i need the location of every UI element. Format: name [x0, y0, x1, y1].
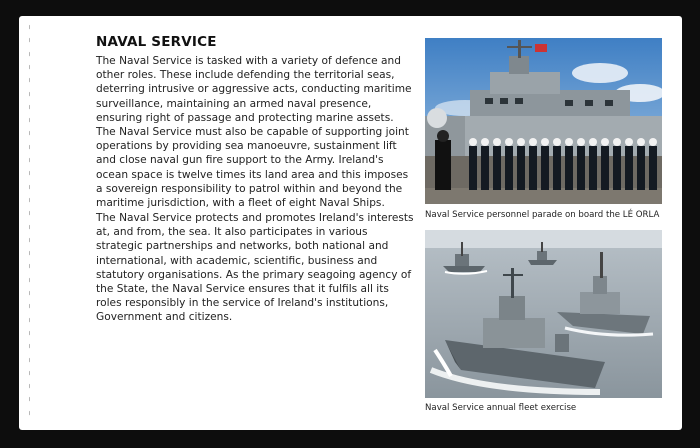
photo-fleet-exercise-caption: Naval Service annual fleet exercise	[425, 403, 577, 413]
paragraph-2: The Naval Service protects and promotes Ireland's interests at, and from, the sea. It also participates in various strategic partnerships and networks, both national and international, with academic, scientific, business and statutory organisations. As the primary seagoing agency of the State, the Naval Service ensures that it fulfils all its roles responsibly in the service of Ireland's institutions, Government and citizens.	[96, 212, 414, 324]
photo-parade-caption: Naval Service personnel parade on board the LÉ ORLA	[425, 210, 660, 220]
photo-parade	[425, 38, 662, 204]
section-title: NAVAL SERVICE	[96, 34, 217, 50]
binding-stitches	[29, 24, 35, 422]
photo-fleet-exercise	[425, 230, 662, 398]
paragraph-1: The Naval Service is tasked with a variety of defence and other roles. These include defending the territorial seas, deterring intrusive or aggressive acts, conducting maritime surveillance, maintaining an armed naval presence, ensuring right of passage and protecting marine assets. The Naval Service must also be capable of supporting joint operations by providing sea manoeuvre, sustainment lift and close naval gun fire support to the Army. Ireland's ocean space is twelve times its land area and this imposes a sovereign responsibility to patrol within and beyond the maritime jurisdiction, with a fleet of eight Naval Ships.	[96, 55, 412, 210]
booklet-page	[19, 16, 682, 430]
